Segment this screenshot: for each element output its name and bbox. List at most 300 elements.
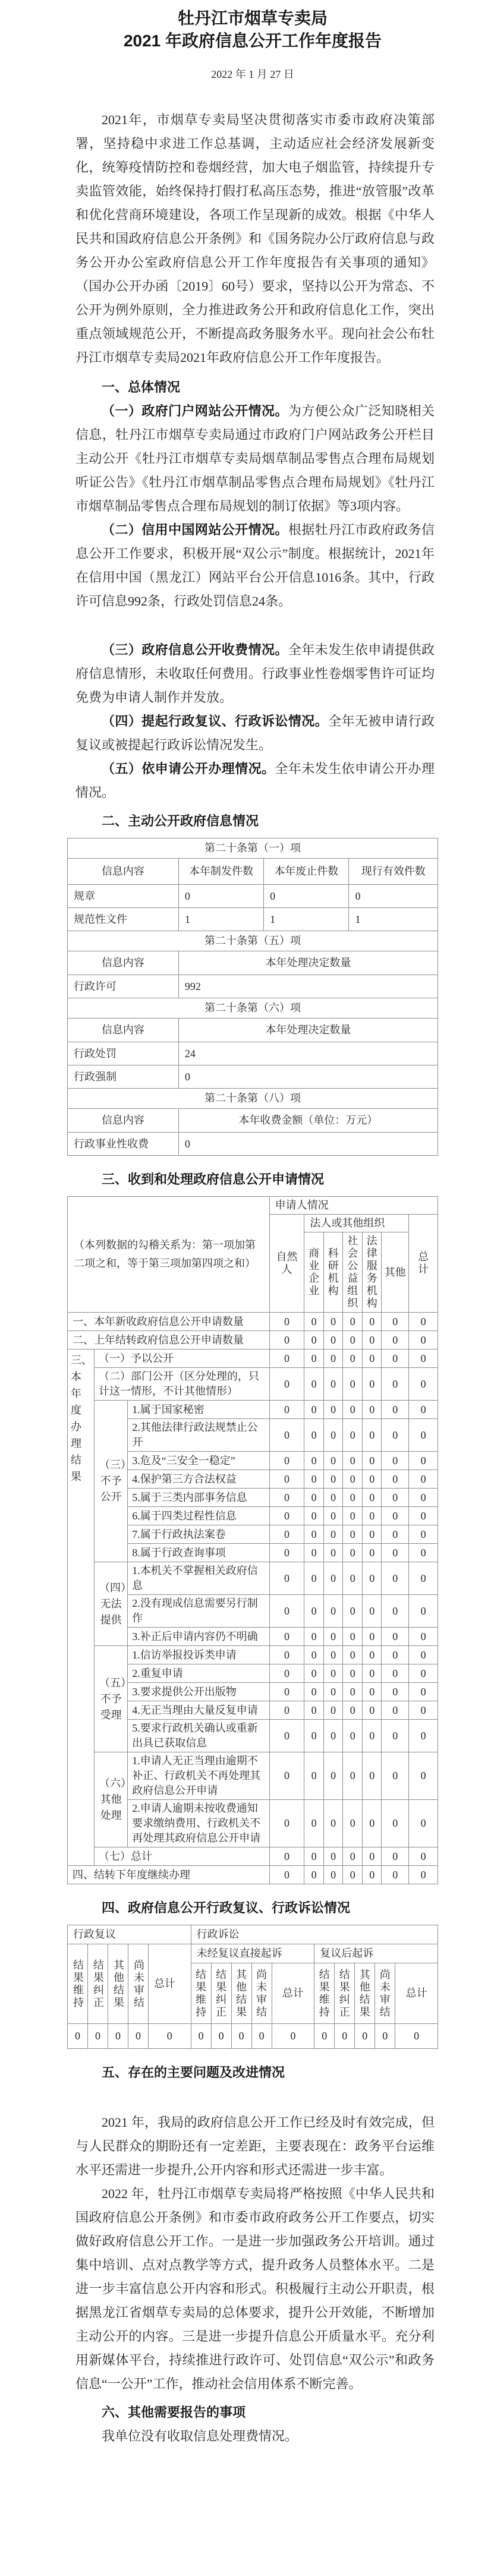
value-cell: 0 bbox=[343, 1544, 363, 1562]
value-cell: 0 bbox=[269, 1401, 304, 1419]
header-total: 总计 bbox=[272, 1963, 314, 2024]
value-cell: 0 bbox=[343, 1331, 363, 1350]
value-cell: 0 bbox=[269, 1470, 304, 1489]
value-cell: 0 bbox=[382, 1368, 409, 1401]
row-label: 2.其他法律行政法规禁止公开 bbox=[128, 1419, 269, 1452]
value-cell: 0 bbox=[304, 1313, 324, 1331]
value-cell: 0 bbox=[362, 1752, 382, 1800]
table-row bbox=[68, 1847, 438, 1866]
value-cell: 0 bbox=[323, 1720, 343, 1752]
header-cell: 本年处理决定数量 bbox=[178, 951, 438, 975]
value-cell: 0 bbox=[269, 1489, 304, 1507]
group-label-refuse: （三）不予公开 bbox=[95, 1401, 128, 1562]
value-cell: 0 bbox=[409, 1507, 438, 1525]
band-article20-item1 bbox=[68, 838, 438, 859]
doc-title-line2: 2021 年政府信息公开工作年度报告 bbox=[123, 31, 382, 50]
value-cell: 0 bbox=[304, 1419, 324, 1452]
row-label: 一、本年新收政府信息公开申请数量 bbox=[68, 1313, 270, 1331]
value-cell: 0 bbox=[343, 1683, 363, 1701]
row-label: 行政事业性收费 bbox=[68, 1133, 179, 1156]
row-label: 规范性文件 bbox=[68, 908, 179, 931]
header-cell: 本年处理决定数量 bbox=[178, 1019, 438, 1042]
value-cell: 0 bbox=[231, 2024, 251, 2049]
table-row bbox=[68, 1368, 438, 1401]
value-cell: 0 bbox=[382, 1646, 409, 1664]
value-cell: 0 bbox=[409, 1664, 438, 1683]
value-cell: 0 bbox=[362, 1507, 382, 1525]
header-row bbox=[68, 1109, 438, 1133]
value-cell: 0 bbox=[343, 1313, 363, 1331]
value-cell: 0 bbox=[382, 1800, 409, 1847]
value-cell: 0 bbox=[382, 1847, 409, 1866]
value-cell: 0 bbox=[304, 1544, 324, 1562]
table-row bbox=[68, 1401, 438, 1419]
item-3-text: 全年未发生依申请提供政府信息情形，未收取任何费用。行政事业性卷烟零售许可证均免费为申请人制作并发放。 bbox=[75, 642, 435, 705]
section-6-heading: 六、其他需要报告的事项 bbox=[102, 2405, 246, 2420]
value-cell: 0 bbox=[304, 1800, 324, 1847]
value-cell: 0 bbox=[269, 1646, 304, 1664]
section-2-heading: 二、主动公开政府信息情况 bbox=[102, 814, 259, 828]
item-3-lead: （三）政府信息公开收费情况。 bbox=[102, 642, 288, 657]
value-cell: 0 bbox=[178, 1065, 438, 1089]
value-cell: 0 bbox=[362, 1419, 382, 1452]
value-cell: 0 bbox=[409, 1562, 438, 1595]
row-label: （一）予以公开 bbox=[95, 1350, 270, 1368]
value-cell: 0 bbox=[343, 1646, 363, 1664]
value-cell: 0 bbox=[409, 1544, 438, 1562]
value-cell: 0 bbox=[269, 1350, 304, 1368]
value-cell: 0 bbox=[323, 1562, 343, 1595]
header-commercial: 商业企业 bbox=[304, 1232, 324, 1313]
band-article20-item8 bbox=[68, 1089, 438, 1109]
table-row bbox=[68, 1313, 438, 1331]
header-row bbox=[68, 1019, 438, 1042]
value-cell: 0 bbox=[382, 1866, 409, 1884]
table-row bbox=[68, 1331, 438, 1350]
value-cell: 0 bbox=[343, 1368, 363, 1401]
table-row bbox=[68, 2024, 438, 2049]
value-cell: 0 bbox=[382, 1701, 409, 1720]
band-article20-item6 bbox=[68, 998, 438, 1019]
value-cell: 0 bbox=[382, 1331, 409, 1350]
header-legal-org: 法人或其他组织 bbox=[304, 1215, 409, 1232]
table-row bbox=[68, 1133, 438, 1156]
value-cell: 0 bbox=[304, 1368, 324, 1401]
value-cell: 0 bbox=[269, 1701, 304, 1720]
value-cell: 0 bbox=[409, 1489, 438, 1507]
value-cell: 0 bbox=[343, 1489, 363, 1507]
value-cell: 0 bbox=[343, 1350, 363, 1368]
value-cell: 0 bbox=[304, 1331, 324, 1350]
item-2-lead: （二）信用中国网站公开情况。 bbox=[102, 522, 288, 537]
value-cell: 0 bbox=[323, 1507, 343, 1525]
value-cell: 0 bbox=[323, 1419, 343, 1452]
value-cell: 0 bbox=[269, 1720, 304, 1752]
value-cell: 0 bbox=[382, 1525, 409, 1544]
value-cell: 0 bbox=[375, 2024, 395, 2049]
value-cell: 0 bbox=[269, 1562, 304, 1595]
header-corrected: 结果纠正 bbox=[335, 1963, 355, 2024]
value-cell: 1 bbox=[349, 908, 438, 931]
value-cell: 0 bbox=[251, 2024, 272, 2049]
value-cell: 0 bbox=[382, 1507, 409, 1525]
value-cell: 0 bbox=[269, 1452, 304, 1470]
item-2-text: 根据牡丹江市政府政务信息公开工作要求，积极开展“双公示”制度。根据统计，2021年在信用中国（黑龙江）网站平台公开信息1016条。其中，行政许可信息992条，行政处罚信息24条。 bbox=[75, 522, 435, 608]
value-cell: 0 bbox=[323, 1800, 343, 1847]
row-label: 2.重复申请 bbox=[128, 1664, 269, 1683]
result-group-label: 三、本年度办理结果 bbox=[68, 1350, 95, 1866]
value-cell: 0 bbox=[323, 1452, 343, 1470]
header-cell: 本年制发件数 bbox=[178, 859, 263, 885]
row-label: 3.要求提供公开出版物 bbox=[128, 1683, 269, 1701]
value-cell: 0 bbox=[323, 1368, 343, 1401]
value-cell: 992 bbox=[178, 975, 438, 998]
value-cell: 0 bbox=[304, 1664, 324, 1683]
header-cell: 信息内容 bbox=[68, 859, 179, 885]
value-cell: 0 bbox=[323, 1664, 343, 1683]
value-cell: 0 bbox=[269, 1866, 304, 1884]
value-cell: 0 bbox=[269, 1847, 304, 1866]
table-row bbox=[68, 1065, 438, 1089]
value-cell: 0 bbox=[343, 1847, 363, 1866]
value-cell: 0 bbox=[269, 1683, 304, 1701]
value-cell: 0 bbox=[269, 1664, 304, 1683]
row-label: 3.补正后申请内容仍不明确 bbox=[128, 1628, 269, 1646]
table-row bbox=[68, 1866, 438, 1884]
value-cell: 0 bbox=[362, 1800, 382, 1847]
value-cell: 0 bbox=[269, 1368, 304, 1401]
section-5-text-2: 2022 年，牡丹江市烟草专卖局将严格按照《中华人民共和国政府信息公开条例》和市委市政府政务公开工作要点，切实做好政府信息公开工作。一是进一步加强政务公开培训。通过集中培训、点对点教学等方式，提升政务人员整体水平。二是进一步丰富信息公开内容和形式。积极履行主动公开职责，根据黑龙江省烟草专卖局的总体要求，提升公开效能，不断增加主动公开的内容。三是进一步提升信息公开质量水平。充分利用新媒体平台，持续推进行政许可、处罚信息“双公示”和政务信息“一公开”工作，推动社会信用体系不断完善。 bbox=[75, 2186, 435, 2391]
value-cell: 0 bbox=[304, 1350, 324, 1368]
band-label: 第二十条第（五）项 bbox=[68, 931, 438, 951]
value-cell: 0 bbox=[264, 885, 349, 908]
row-label: 四、结转下年度继续办理 bbox=[68, 1866, 270, 1884]
value-cell: 0 bbox=[323, 1401, 343, 1419]
group-label-reject: （五）不予受理 bbox=[95, 1646, 128, 1752]
row-label: 二、上年结转政府信息公开申请数量 bbox=[68, 1331, 270, 1350]
review-litigation-table bbox=[67, 1925, 438, 2049]
value-cell: 0 bbox=[382, 1470, 409, 1489]
value-cell: 0 bbox=[409, 1720, 438, 1752]
section-5-paragraph-2 bbox=[75, 2182, 435, 2396]
header-corrected: 结果纠正 bbox=[87, 1944, 108, 2024]
value-cell: 0 bbox=[304, 1628, 324, 1646]
value-cell: 0 bbox=[362, 1701, 382, 1720]
value-cell: 0 bbox=[409, 1646, 438, 1664]
value-cell: 0 bbox=[362, 1720, 382, 1752]
header-other-result: 其他结果 bbox=[108, 1944, 128, 2024]
value-cell: 0 bbox=[269, 1800, 304, 1847]
value-cell: 0 bbox=[382, 1544, 409, 1562]
section-1-item-4 bbox=[75, 710, 435, 757]
value-cell: 0 bbox=[323, 1701, 343, 1720]
value-cell: 0 bbox=[362, 1866, 382, 1884]
value-cell: 0 bbox=[343, 1452, 363, 1470]
value-cell: 0 bbox=[382, 1628, 409, 1646]
value-cell: 0 bbox=[323, 1646, 343, 1664]
header-cell: 现行有效件数 bbox=[349, 859, 438, 885]
value-cell: 0 bbox=[269, 1628, 304, 1646]
value-cell: 0 bbox=[323, 1866, 343, 1884]
value-cell: 0 bbox=[362, 1452, 382, 1470]
row-label: 2.申请人逾期未按收费通知要求缴纳费用、行政机关不再处理其政府信息公开申请 bbox=[128, 1800, 269, 1847]
band-label: 第二十条第（一）项 bbox=[68, 838, 438, 859]
value-cell: 0 bbox=[304, 1595, 324, 1628]
value-cell: 0 bbox=[323, 1470, 343, 1489]
value-cell: 0 bbox=[382, 1752, 409, 1800]
value-cell: 0 bbox=[362, 1646, 382, 1664]
intro-text: 2021年，市烟草专卖局坚决贯彻落实市委市政府决策部署，坚持稳中求进工作总基调，主动适应社会经济发展新变化，统筹疫情防控和卷烟经营，加大电子烟监管，持续提升专卖监管效能，始终保持打假打私高压态势，推进“放管服”改革和优化营商环境建设，各项工作呈现新的成效。根据《中华人民共和国政府信息公开条例》和《国务院办公厅政府信息与政务公开办公室政府信息公开工作年度报告有关事项的通知》（国办公开办函〔2019〕60号）要求，坚持以公开为常态、不公开为例外原则，全力推进政务公开和政府信息化工作，突出重点领域规范公开，不断提高政务服务水平。现向社会公布牡丹江市烟草专卖局2021年政府信息公开工作年度报告。 bbox=[75, 112, 435, 365]
value-cell: 0 bbox=[409, 1683, 438, 1701]
header-pending: 尚未审结 bbox=[375, 1963, 395, 2024]
value-cell: 0 bbox=[409, 1419, 438, 1452]
row-label: （七）总计 bbox=[95, 1847, 270, 1866]
direct-suit-band: 未经复议直接起诉 bbox=[191, 1944, 314, 1963]
row-label: 2.没有现成信息需要另行制作 bbox=[128, 1595, 269, 1628]
header-cell: 信息内容 bbox=[68, 1019, 179, 1042]
value-cell: 0 bbox=[269, 1544, 304, 1562]
header-cell: 本年废止件数 bbox=[264, 859, 349, 885]
section-5-heading: 五、存在的主要问题及改进情况 bbox=[102, 2065, 285, 2080]
header-upheld: 结果维持 bbox=[191, 1963, 211, 2024]
value-cell: 0 bbox=[323, 1489, 343, 1507]
value-cell: 0 bbox=[362, 1628, 382, 1646]
value-cell: 0 bbox=[128, 2024, 148, 2049]
value-cell: 0 bbox=[409, 1313, 438, 1331]
section-1-item-2 bbox=[75, 518, 435, 613]
value-cell: 0 bbox=[409, 1847, 438, 1866]
value-cell: 0 bbox=[323, 1313, 343, 1331]
value-cell: 0 bbox=[409, 1331, 438, 1350]
applications-table bbox=[67, 1196, 438, 1884]
value-cell: 0 bbox=[178, 885, 263, 908]
header-row bbox=[68, 1925, 438, 1944]
header-upheld: 结果维持 bbox=[68, 1944, 88, 2024]
header-research: 科研机构 bbox=[323, 1232, 343, 1313]
row-label: 4.无正当理由大量反复申请 bbox=[128, 1701, 269, 1720]
section-5-paragraph-1 bbox=[75, 2111, 435, 2182]
value-cell: 0 bbox=[409, 1350, 438, 1368]
value-cell: 0 bbox=[362, 1470, 382, 1489]
active-disclosure-table bbox=[67, 838, 438, 1156]
value-cell: 0 bbox=[362, 1368, 382, 1401]
value-cell: 0 bbox=[148, 2024, 191, 2049]
header-other-result: 其他结果 bbox=[231, 1963, 251, 2024]
header-row bbox=[68, 1944, 438, 1963]
header-other: 其他 bbox=[382, 1232, 409, 1313]
row-label: 3.危及“三安全一稳定” bbox=[128, 1452, 269, 1470]
value-cell: 0 bbox=[304, 1752, 324, 1800]
value-cell: 0 bbox=[178, 1133, 438, 1156]
section-1-heading: 一、总体情况 bbox=[102, 380, 181, 395]
value-cell: 0 bbox=[269, 1525, 304, 1544]
value-cell: 0 bbox=[382, 1562, 409, 1595]
value-cell: 0 bbox=[362, 1562, 382, 1595]
value-cell: 0 bbox=[323, 1350, 343, 1368]
section-1-item-5 bbox=[75, 757, 435, 805]
value-cell: 0 bbox=[362, 1847, 382, 1866]
value-cell: 0 bbox=[323, 1628, 343, 1646]
row-label: 行政许可 bbox=[68, 975, 179, 998]
value-cell: 0 bbox=[343, 1701, 363, 1720]
value-cell: 0 bbox=[211, 2024, 231, 2049]
value-cell: 0 bbox=[409, 1452, 438, 1470]
value-cell: 0 bbox=[304, 1452, 324, 1470]
row-label: 1.信访举报投诉类申请 bbox=[128, 1646, 269, 1664]
header-pending: 尚未审结 bbox=[128, 1944, 148, 2024]
header-other-result: 其他结果 bbox=[355, 1963, 375, 2024]
item-4-text: 全年无被申请行政复议或被提起行政诉讼情况发生。 bbox=[75, 714, 435, 752]
value-cell: 24 bbox=[178, 1042, 438, 1065]
value-cell: 0 bbox=[355, 2024, 375, 2049]
value-cell: 0 bbox=[304, 1489, 324, 1507]
value-cell: 0 bbox=[362, 1331, 382, 1350]
header-legal-service: 法律服务机构 bbox=[362, 1232, 382, 1313]
value-cell: 0 bbox=[382, 1720, 409, 1752]
table-row bbox=[68, 1562, 438, 1595]
band-label: 第二十条第（八）项 bbox=[68, 1089, 438, 1109]
doc-date: 2022 年 1 月 27 日 bbox=[211, 68, 294, 80]
section-3-heading: 三、收到和处理政府信息公开申请情况 bbox=[102, 1172, 325, 1187]
value-cell: 0 bbox=[335, 2024, 355, 2049]
row-label: 1.本机关不掌握相关政府信息 bbox=[128, 1562, 269, 1595]
after-review-band: 复议后起诉 bbox=[314, 1944, 438, 1963]
value-cell: 0 bbox=[382, 1419, 409, 1452]
value-cell: 0 bbox=[323, 1683, 343, 1701]
value-cell: 0 bbox=[269, 1752, 304, 1800]
header-corrected: 结果纠正 bbox=[211, 1963, 231, 2024]
row-label: （二）部门公开（区分处理的，只计这一情形，不计其他情形） bbox=[95, 1368, 270, 1401]
intro-paragraph bbox=[75, 108, 435, 370]
header-natural-person: 自然人 bbox=[269, 1215, 304, 1313]
value-cell: 0 bbox=[382, 1683, 409, 1701]
value-cell: 0 bbox=[409, 1401, 438, 1419]
row-label: 6.属于四类过程性信息 bbox=[128, 1507, 269, 1525]
value-cell: 0 bbox=[269, 1595, 304, 1628]
value-cell: 0 bbox=[323, 1752, 343, 1800]
value-cell: 0 bbox=[343, 1595, 363, 1628]
header-row bbox=[68, 1197, 438, 1215]
value-cell: 0 bbox=[382, 1489, 409, 1507]
row-label: 行政处罚 bbox=[68, 1042, 179, 1065]
value-cell: 0 bbox=[362, 1595, 382, 1628]
value-cell: 0 bbox=[343, 1628, 363, 1646]
item-1-text: 为方便公众广泛知晓相关信息，牡丹江市烟草专卖局通过市政府门户网站政务公开栏目主动公开《牡丹江市烟草专卖局烟草制品零售点合理布局规划听证公告》《牡丹江市烟草制品零售点合理布局规划》《牡丹江市烟草制品零售点合理布局规划的制订依据》等3项内容。 bbox=[75, 403, 435, 513]
value-cell: 0 bbox=[362, 1313, 382, 1331]
value-cell: 0 bbox=[304, 1562, 324, 1595]
value-cell: 0 bbox=[343, 1866, 363, 1884]
value-cell: 0 bbox=[343, 1752, 363, 1800]
section-5-text-1: 2021 年，我局的政府信息公开工作已经及时有效完成，但与人民群众的期盼还有一定差距，主要表现在：政务平台运维水平还需进一步提升,公开内容和形式还需进一步丰富。 bbox=[75, 2115, 435, 2177]
value-cell: 0 bbox=[304, 1683, 324, 1701]
value-cell: 0 bbox=[304, 1646, 324, 1664]
table-row bbox=[68, 1350, 438, 1368]
row-label: 1.申请人无正当理由逾期不补正、行政机关不再处理其政府信息公开申请 bbox=[128, 1752, 269, 1800]
litigation-band: 行政诉讼 bbox=[191, 1925, 438, 1944]
header-total: 总计 bbox=[148, 1944, 191, 2024]
review-band: 行政复议 bbox=[68, 1925, 191, 1944]
header-cell: 信息内容 bbox=[68, 951, 179, 975]
value-cell: 0 bbox=[409, 1595, 438, 1628]
table-row bbox=[68, 1752, 438, 1800]
value-cell: 0 bbox=[314, 2024, 335, 2049]
section-1-item-3 bbox=[75, 638, 435, 710]
value-cell: 0 bbox=[409, 1800, 438, 1847]
value-cell: 0 bbox=[409, 1470, 438, 1489]
table-row bbox=[68, 975, 438, 998]
header-total: 总计 bbox=[395, 1963, 438, 2024]
item-4-lead: （四）提起行政复议、行政诉讼情况。 bbox=[102, 714, 329, 729]
value-cell: 1 bbox=[178, 908, 263, 931]
value-cell: 0 bbox=[269, 1331, 304, 1350]
value-cell: 0 bbox=[409, 1752, 438, 1800]
value-cell: 0 bbox=[323, 1525, 343, 1544]
band-label: 第二十条第（六）项 bbox=[68, 998, 438, 1019]
value-cell: 0 bbox=[323, 1847, 343, 1866]
value-cell: 0 bbox=[323, 1595, 343, 1628]
value-cell: 0 bbox=[304, 1470, 324, 1489]
value-cell: 0 bbox=[409, 1701, 438, 1720]
section-1-item-1 bbox=[75, 399, 435, 518]
row-label: 5.属于三类内部事务信息 bbox=[128, 1489, 269, 1507]
row-label: 5.要求行政机关确认或重新出具已获取信息 bbox=[128, 1720, 269, 1752]
value-cell: 0 bbox=[349, 885, 438, 908]
value-cell: 0 bbox=[382, 1452, 409, 1470]
table-row bbox=[68, 908, 438, 931]
value-cell: 0 bbox=[343, 1419, 363, 1452]
band-article20-item5 bbox=[68, 931, 438, 951]
value-cell: 0 bbox=[362, 1401, 382, 1419]
value-cell: 0 bbox=[343, 1664, 363, 1683]
value-cell: 0 bbox=[343, 1507, 363, 1525]
section-6-paragraph bbox=[75, 2424, 435, 2448]
value-cell: 0 bbox=[304, 1525, 324, 1544]
table-note: （本列数据的勾稽关系为：第一项加第二项之和，等于第三项加第四项之和） bbox=[68, 1197, 270, 1313]
item-5-text: 全年未发生依申请公开办理情况。 bbox=[75, 761, 435, 800]
value-cell: 0 bbox=[323, 1544, 343, 1562]
value-cell: 0 bbox=[382, 1350, 409, 1368]
value-cell: 0 bbox=[362, 1683, 382, 1701]
value-cell: 0 bbox=[362, 1489, 382, 1507]
row-label: 7.属于行政执法案卷 bbox=[128, 1525, 269, 1544]
applicant-band: 申请人情况 bbox=[269, 1197, 438, 1215]
row-label: 4.保护第三方合法权益 bbox=[128, 1470, 269, 1489]
doc-title-line1: 牡丹江市烟草专卖局 bbox=[177, 9, 328, 27]
value-cell: 0 bbox=[343, 1470, 363, 1489]
table-row bbox=[68, 1042, 438, 1065]
row-label: 8.属于行政查询事项 bbox=[128, 1544, 269, 1562]
value-cell: 0 bbox=[87, 2024, 108, 2049]
value-cell: 0 bbox=[304, 1866, 324, 1884]
header-pending: 尚未审结 bbox=[251, 1963, 272, 2024]
header-row bbox=[68, 859, 438, 885]
value-cell: 0 bbox=[269, 1507, 304, 1525]
table-row bbox=[68, 885, 438, 908]
value-cell: 0 bbox=[304, 1847, 324, 1866]
value-cell: 0 bbox=[343, 1720, 363, 1752]
table-row bbox=[68, 1646, 438, 1664]
value-cell: 0 bbox=[304, 1720, 324, 1752]
item-5-lead: （五）依申请公开办理情况。 bbox=[102, 761, 275, 776]
row-label: 行政强制 bbox=[68, 1065, 179, 1089]
value-cell: 0 bbox=[362, 1544, 382, 1562]
value-cell: 0 bbox=[272, 2024, 314, 2049]
value-cell: 0 bbox=[382, 1401, 409, 1419]
value-cell: 0 bbox=[409, 1866, 438, 1884]
group-label-other-handling: （六）其他处理 bbox=[95, 1752, 128, 1847]
section-4-heading: 四、政府信息公开行政复议、行政诉讼情况 bbox=[102, 1900, 351, 1915]
header-cell: 信息内容 bbox=[68, 1109, 179, 1133]
